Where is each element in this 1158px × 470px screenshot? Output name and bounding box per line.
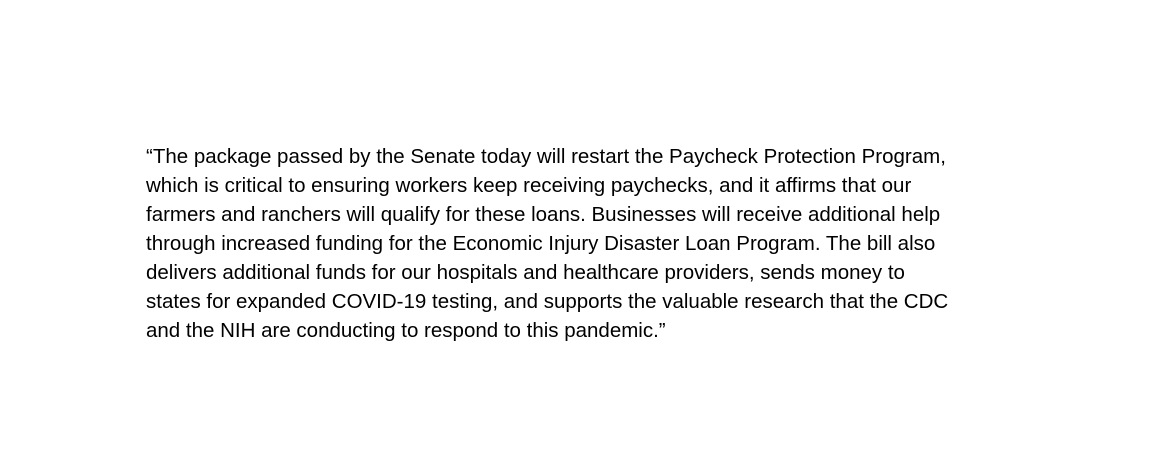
quote-line: through increased funding for the Economic Injury Disaster Loan Program. The bill also xyxy=(146,232,936,255)
quote-line: and the NIH are conducting to respond to this pandemic.” xyxy=(146,319,666,342)
quote-line: states for expanded COVID-19 testing, and supports the valuable research that the CDC xyxy=(146,290,949,313)
quote-line: delivers additional funds for our hospitals and healthcare providers, sends money to xyxy=(146,261,905,284)
quote-line: farmers and ranchers will qualify for these loans. Businesses will receive additional help xyxy=(146,203,941,226)
quote-line: “The package passed by the Senate today will restart the Paycheck Protection Program, xyxy=(146,145,946,168)
quote-line: which is critical to ensuring workers keep receiving paychecks, and it affirms that our xyxy=(146,174,912,197)
quote-paragraph xyxy=(146,142,1026,345)
